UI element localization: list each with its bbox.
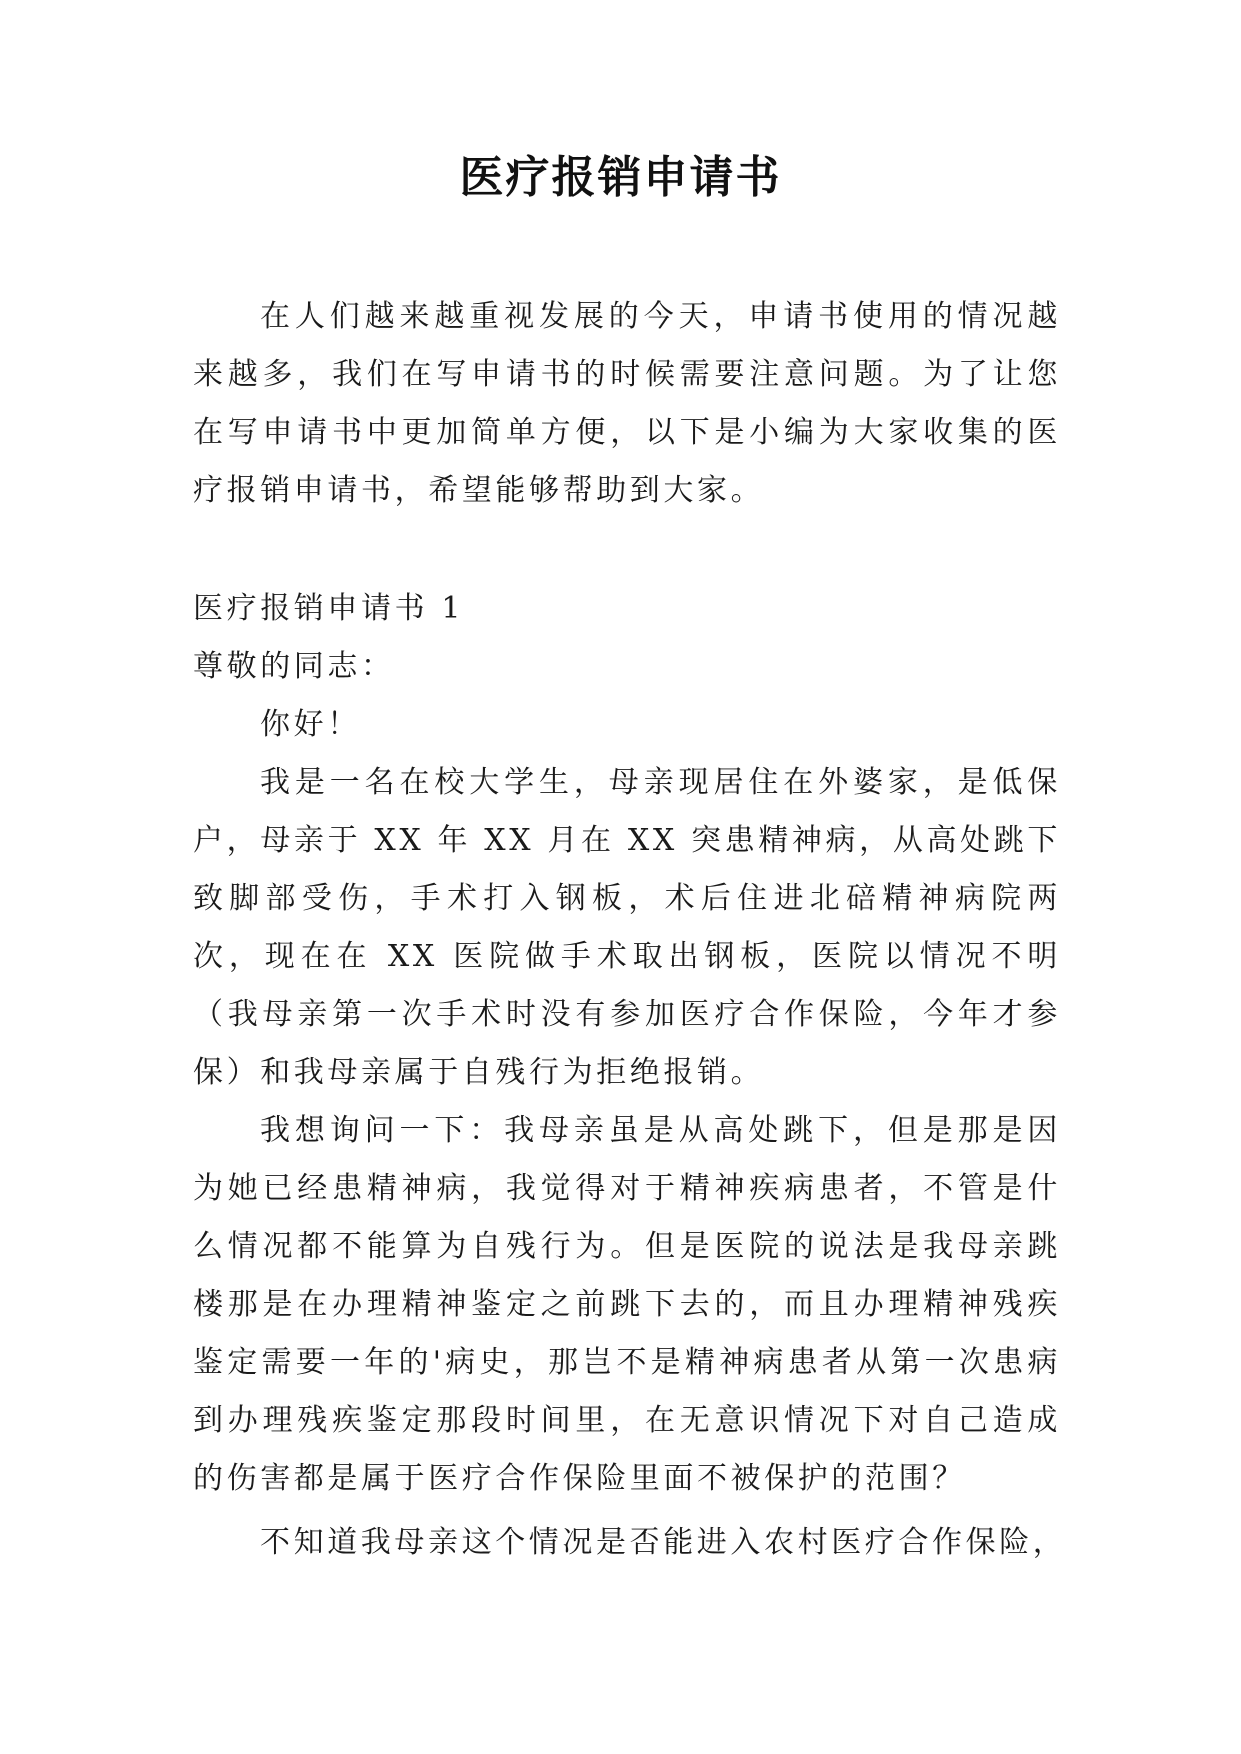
- intro-block: [193, 288, 1061, 520]
- salutation: 尊敬的同志：: [193, 649, 395, 684]
- section-heading: 医疗报销申请书 1: [193, 591, 465, 626]
- greeting: 你好！: [260, 707, 361, 742]
- paragraph-1: 我是一名在校大学生，母亲现居住在外婆家，是低保户，母亲于 XX 年 XX 月在 XX 突患精神病，从高处跳下致脚部受伤，手术打入钢板，术后住进北碚精神病院两次，现在在 XX 医院做手术取出钢板，医院以情况不明（我母亲第一次手术时没有参加医疗合作保险，今年才参保）和我母亲属于自残行为拒绝报销。: [193, 765, 1061, 1090]
- letter-block: [193, 580, 1061, 1508]
- document-title: 医疗报销申请书: [459, 152, 782, 203]
- paragraph-2: 我想询问一下：我母亲虽是从高处跳下，但是那是因为她已经患精神病，我觉得对于精神疾病患者，不管是什么情况都不能算为自残行为。但是医院的说法是我母亲跳楼那是在办理精神鉴定之前跳下去的，而且办理精神残疾鉴定需要一年的'病史，那岂不是精神病患者从第一次患病到办理残疾鉴定那段时间里，在无意识情况下对自己造成的伤害都是属于医疗合作保险里面不被保护的范围？: [193, 1113, 1061, 1496]
- paragraph-3-first-line: 不知道我母亲这个情况是否能进入农村医疗合作保险，: [260, 1525, 1067, 1560]
- intro-paragraph: 在人们越来越重视发展的今天，申请书使用的情况越来越多，我们在写申请书的时候需要注意问题。为了让您在写申请书中更加简单方便，以下是小编为大家收集的医疗报销申请书，希望能够帮助到大家。: [193, 299, 1061, 508]
